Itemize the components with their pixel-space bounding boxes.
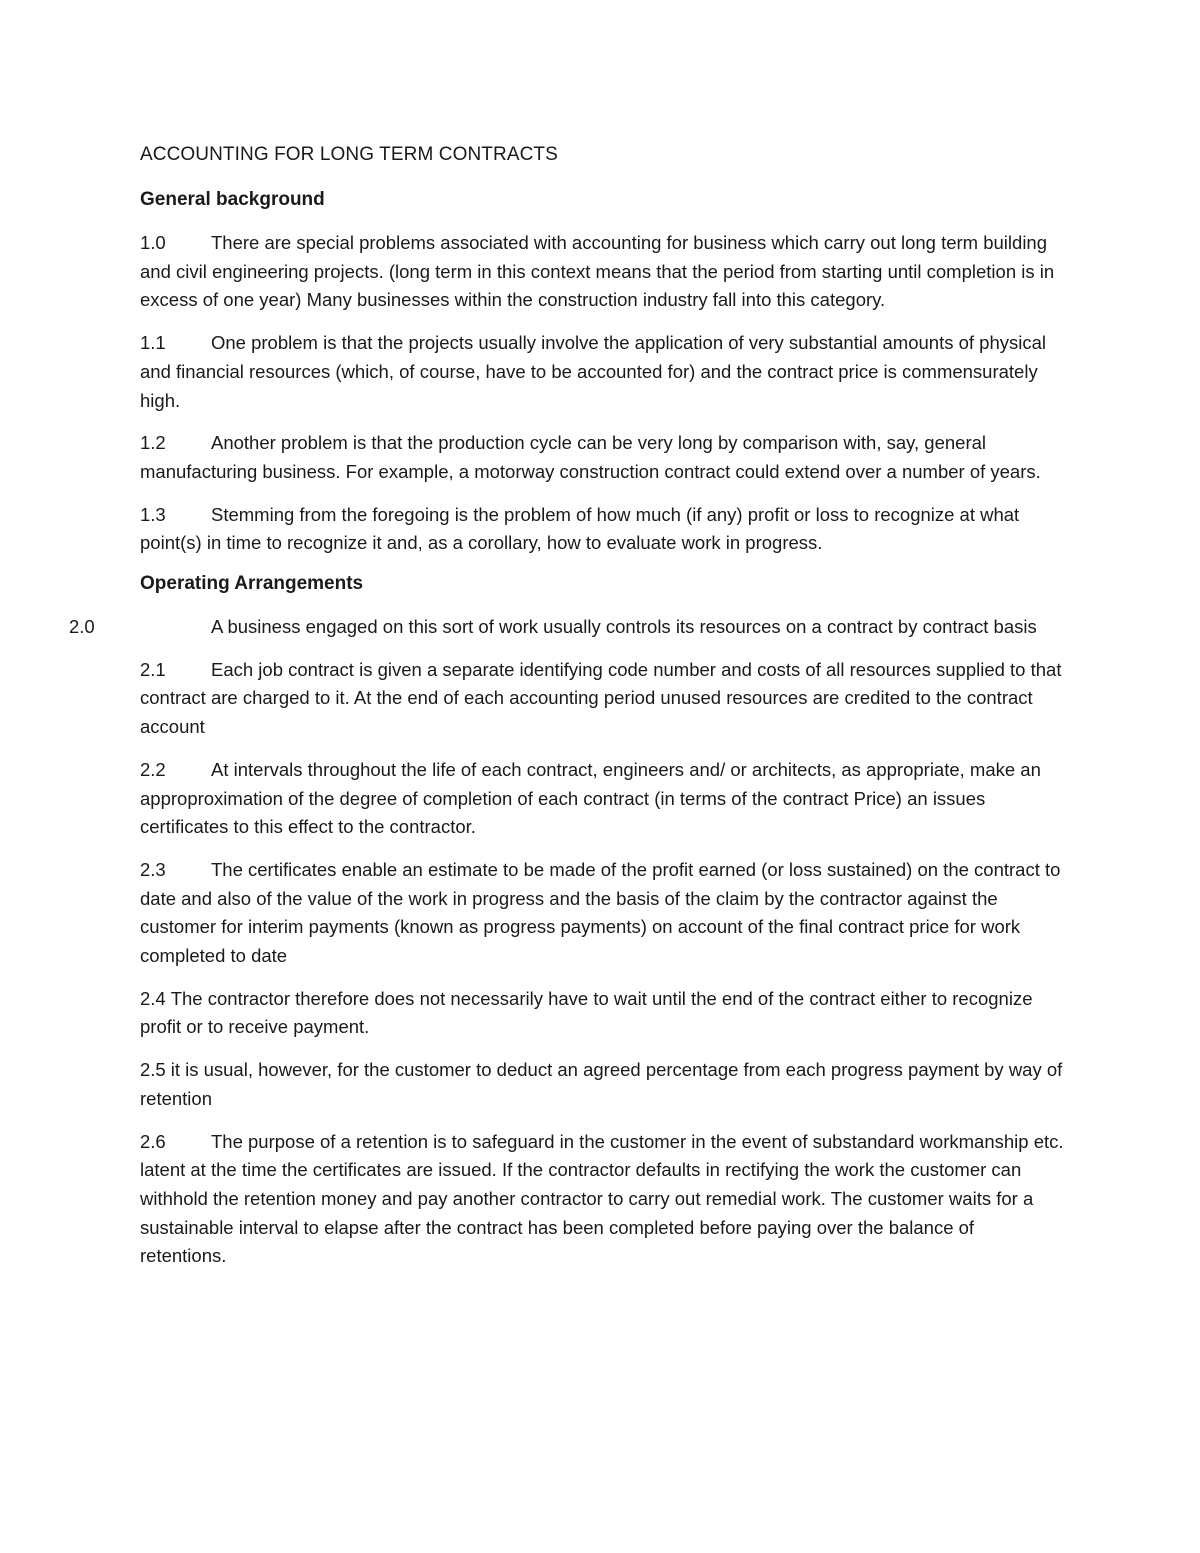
paragraph-number: 1.2 — [140, 432, 166, 454]
document-title: ACCOUNTING FOR LONG TERM CONTRACTS — [140, 144, 558, 165]
paragraph-2-6 — [140, 1128, 1065, 1272]
paragraph-text: Another problem is that the production cycle can be very long by comparison with, say, general manufacturing business. For example, a motorway construction contract could extend over a number of years. — [140, 432, 1041, 482]
paragraph-text: The purpose of a retention is to safeguard in the customer in the event of substandard workmanship etc. latent at the time the certificates are issued. If the contractor defaults in rectifying the work the customer can withhold the retention money and pay another contractor to carry out remedial work. The customer waits for a sustainable interval to elapse after the contract has been completed before paying over the balance of retentions. — [140, 1130, 1064, 1267]
paragraph-2-5 — [140, 1056, 1065, 1113]
paragraph-1-0 — [140, 229, 1065, 315]
paragraph-number: 1.3 — [140, 503, 166, 525]
paragraph-text: One problem is that the projects usually involve the application of very substantial amounts of physical and financial resources (which, of course, have to be accounted for) and the contract price is commensurately high. — [140, 332, 1047, 411]
paragraph-number: 2.6 — [140, 1130, 166, 1152]
paragraph-1-1 — [140, 329, 1065, 415]
paragraph-text: There are special problems associated with accounting for business which carry out long term building and civil engineering projects. (long term in this context means that the period from starting until completion is in excess of one year) Many businesses within the construction industry fall into this category. — [140, 232, 1055, 311]
section-heading-general-background: General background — [140, 189, 325, 210]
paragraph-2-0 — [69, 613, 1065, 642]
paragraph-number: 2.3 — [140, 858, 166, 880]
paragraph-1-3 — [140, 501, 1065, 558]
paragraph-text: it is usual, however, for the customer to deduct an agreed percentage from each progress payment by way of retention — [140, 1059, 1063, 1109]
paragraph-number: 2.4 — [140, 987, 166, 1009]
paragraph-number: 1.0 — [140, 232, 166, 253]
paragraph-text: Stemming from the foregoing is the problem of how much (if any) profit or loss to recognize at what point(s) in time to recognize it and, as a corollary, how to evaluate work in progress. — [140, 503, 1020, 554]
paragraph-text: A business engaged on this sort of work usually controls its resources on a contract by contract basis — [211, 616, 1037, 638]
paragraph-2-1 — [140, 656, 1065, 742]
paragraph-2-2 — [140, 756, 1065, 842]
paragraph-text: At intervals throughout the life of each contract, engineers and/ or architects, as appropriate, make an approproximation of the degree of completion of each contract (in terms of the contract Price) an issues certificates to this effect to the contractor. — [140, 758, 1041, 838]
section-heading-operating-arrangements: Operating Arrangements — [140, 573, 364, 595]
paragraph-number: 2.0 — [69, 616, 95, 638]
paragraph-number: 2.5 — [140, 1059, 166, 1081]
paragraph-number: 2.1 — [140, 658, 166, 680]
paragraph-2-3 — [140, 856, 1065, 971]
paragraph-number: 1.1 — [140, 332, 166, 354]
paragraph-text: Each job contract is given a separate identifying code number and costs of all resources supplied to that contract are charged to it. At the end of each accounting period unused resources are credited to the contract account — [140, 658, 1062, 738]
paragraph-1-2 — [140, 429, 1065, 486]
paragraph-number: 2.2 — [140, 758, 166, 780]
paragraph-text: The contractor therefore does not necessarily have to wait until the end of the contract either to recognize profit or to receive payment. — [140, 987, 1033, 1038]
paragraph-2-4 — [140, 985, 1065, 1042]
paragraph-text: The certificates enable an estimate to be made of the profit earned (or loss sustained) on the contract to date and also of the value of the work in progress and the basis of the claim by the contractor against the customer for interim payments (known as progress payments) on account of the final contract price for work completed to date — [140, 858, 1061, 967]
